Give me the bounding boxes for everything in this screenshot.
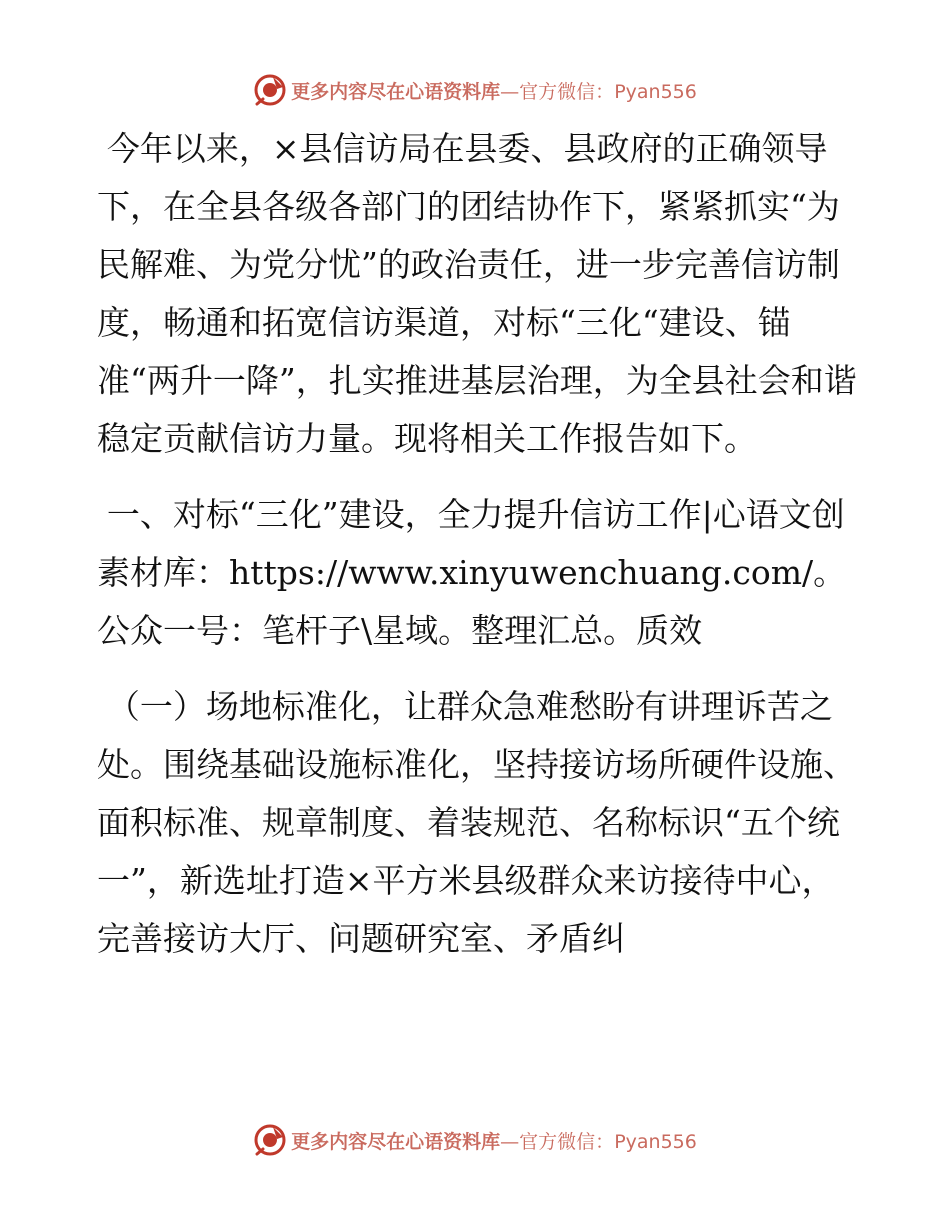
paragraph-section-heading: 一、对标“三化”建设，全力提升信访工作|心语文创素材库：https://www.xinyuwenchuang.com/。公众一号：笔杆子\星域。整理汇总。质效 — [97, 495, 847, 650]
banner-wechat-id: Pyan556 — [614, 1130, 697, 1153]
banner-main-text: 更多内容尽在心语资料库 — [291, 80, 501, 103]
banner-dash: — — [500, 80, 520, 103]
brand-logo-icon — [253, 73, 287, 107]
banner-wechat-id: Pyan556 — [614, 80, 697, 103]
header-watermark-banner — [0, 70, 950, 110]
paragraph-subsection: （一）场地标准化，让群众急难愁盼有讲理诉苦之处。围绕基础设施标准化，坚持接访场所硬件设施、面积标准、规章制度、着装规范、名称标识“五个统一”，新选址打造×平方米县级群众来访接待中心，完善接访大厅、问题研究室、矛盾纠 — [97, 687, 856, 958]
banner-main-text: 更多内容尽在心语资料库 — [291, 1130, 501, 1153]
banner-text — [291, 77, 697, 104]
banner-text — [291, 1127, 697, 1154]
document-body — [97, 120, 857, 968]
banner-contact-label: 官方微信： — [519, 80, 615, 103]
footer-watermark-banner — [0, 1120, 950, 1160]
paragraph-intro: 今年以来，×县信访局在县委、县政府的正确领导下，在全县各级各部门的团结协作下，紧紧抓实“为民解难、为党分忧”的政治责任，进一步完善信访制度，畅通和拓宽信访渠道，对标“三化“建设、锚准“两升一降”，扎实推进基层治理，为全县社会和谐稳定贡献信访力量。现将相关工作报告如下。 — [97, 129, 857, 458]
banner-contact-label: 官方微信： — [519, 1130, 615, 1153]
banner-dash: — — [500, 1130, 520, 1153]
brand-logo-icon — [253, 1123, 287, 1157]
